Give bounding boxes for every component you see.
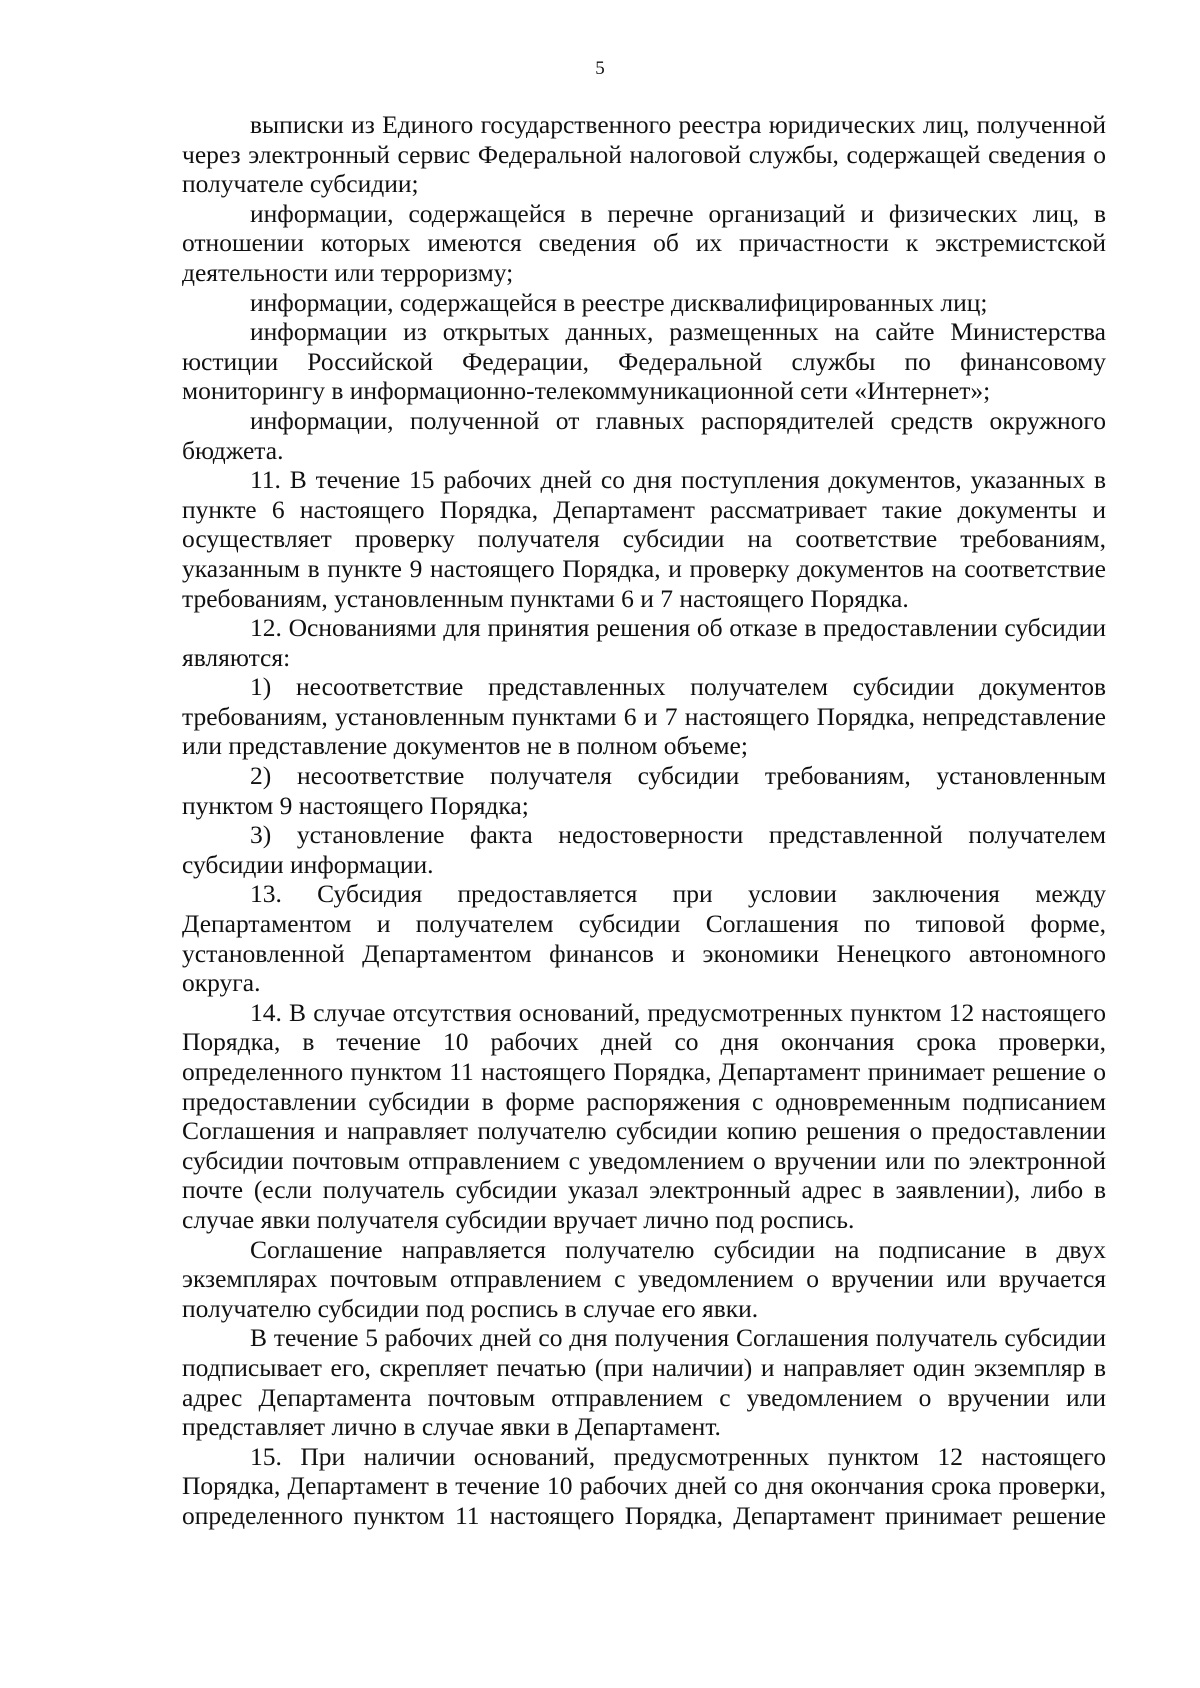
paragraph: информации, содержащейся в перечне организаций и физических лиц, в отношении которых имеются сведения об их причастности к экстремистской деятельности или терроризму; xyxy=(182,198,1106,287)
paragraph: выписки из Единого государственного реестра юридических лиц, полученной через электронный сервис Федеральной налоговой службы, содержащей сведения о получателе субсидии; xyxy=(182,110,1106,199)
paragraph: информации, содержащейся в реестре дисквалифицированных лиц; xyxy=(250,287,988,317)
page-number: 5 xyxy=(595,58,605,79)
paragraph: информации из открытых данных, размещенных на сайте Министерства юстиции Российской Федерации, Федеральной службы по финансовому мониторингу в информационно-телекоммуникационной сети «Интернет»; xyxy=(182,317,1106,406)
paragraph: 2) несоответствие получателя субсидии требованиям, установленным пунктом 9 настоящего Порядка; xyxy=(182,761,1106,820)
paragraph: 15. При наличии оснований, предусмотренных пунктом 12 настоящего Порядка, Департамент в течение 10 рабочих дней со дня окончания срока проверки, определенного пунктом 11 настоящего Порядка, Департамент принимает решение xyxy=(182,1441,1106,1530)
paragraph: В течение 5 рабочих дней со дня получения Соглашения получатель субсидии подписывает его, скрепляет печатью (при наличии) и направляет один экземпляр в адрес Департамента почтовым отправлением с уведомлением о вручении или представляет лично в случае явки в Департамент. xyxy=(182,1323,1106,1442)
paragraph: 1) несоответствие представленных получателем субсидии документов требованиям, установленным пунктами 6 и 7 настоящего Порядка, непредставление или представление документов не в полном объеме; xyxy=(182,672,1106,761)
document-body xyxy=(182,110,1106,1531)
paragraph: информации, полученной от главных распорядителей средств окружного бюджета. xyxy=(182,405,1106,465)
paragraph: 12. Основаниями для принятия решения об отказе в предоставлении субсидии являются: xyxy=(182,613,1106,672)
paragraph: 14. В случае отсутствия оснований, предусмотренных пунктом 12 настоящего Порядка, в течение 10 рабочих дней со дня окончания срока проверки, определенного пунктом 11 настоящего Порядка, Департамент принимает решение о предоставлении субсидии в форме распоряжения с одновременным подписанием Соглашения и направляет получателю субсидии копию решения о предоставлении субсидии почтовым отправлением с уведомлением о вручении или по электронной почте (если получатель субсидии указал электронный адрес в заявлении), либо в случае явки получателя субсидии вручает лично под роспись. xyxy=(182,997,1106,1234)
paragraph: 11. В течение 15 рабочих дней со дня поступления документов, указанных в пункте 6 настоящего Порядка, Департамент рассматривает такие документы и осуществляет проверку получателя субсидии на соответствие требованиям, указанным в пункте 9 настоящего Порядка, и проверку документов на соответствие требованиям, установленным пунктами 6 и 7 настоящего Порядка. xyxy=(182,465,1106,613)
paragraph: 3) установление факта недостоверности представленной получателем субсидии информации. xyxy=(182,820,1106,879)
paragraph: Соглашение направляется получателю субсидии на подписание в двух экземплярах почтовым отправлением с уведомлением о вручении или вручается получателю субсидии под роспись в случае его явки. xyxy=(182,1234,1106,1323)
paragraph: 13. Субсидия предоставляется при условии заключения между Департаментом и получателем субсидии Соглашения по типовой форме, установленной Департаментом финансов и экономики Ненецкого автономного округа. xyxy=(182,879,1106,998)
